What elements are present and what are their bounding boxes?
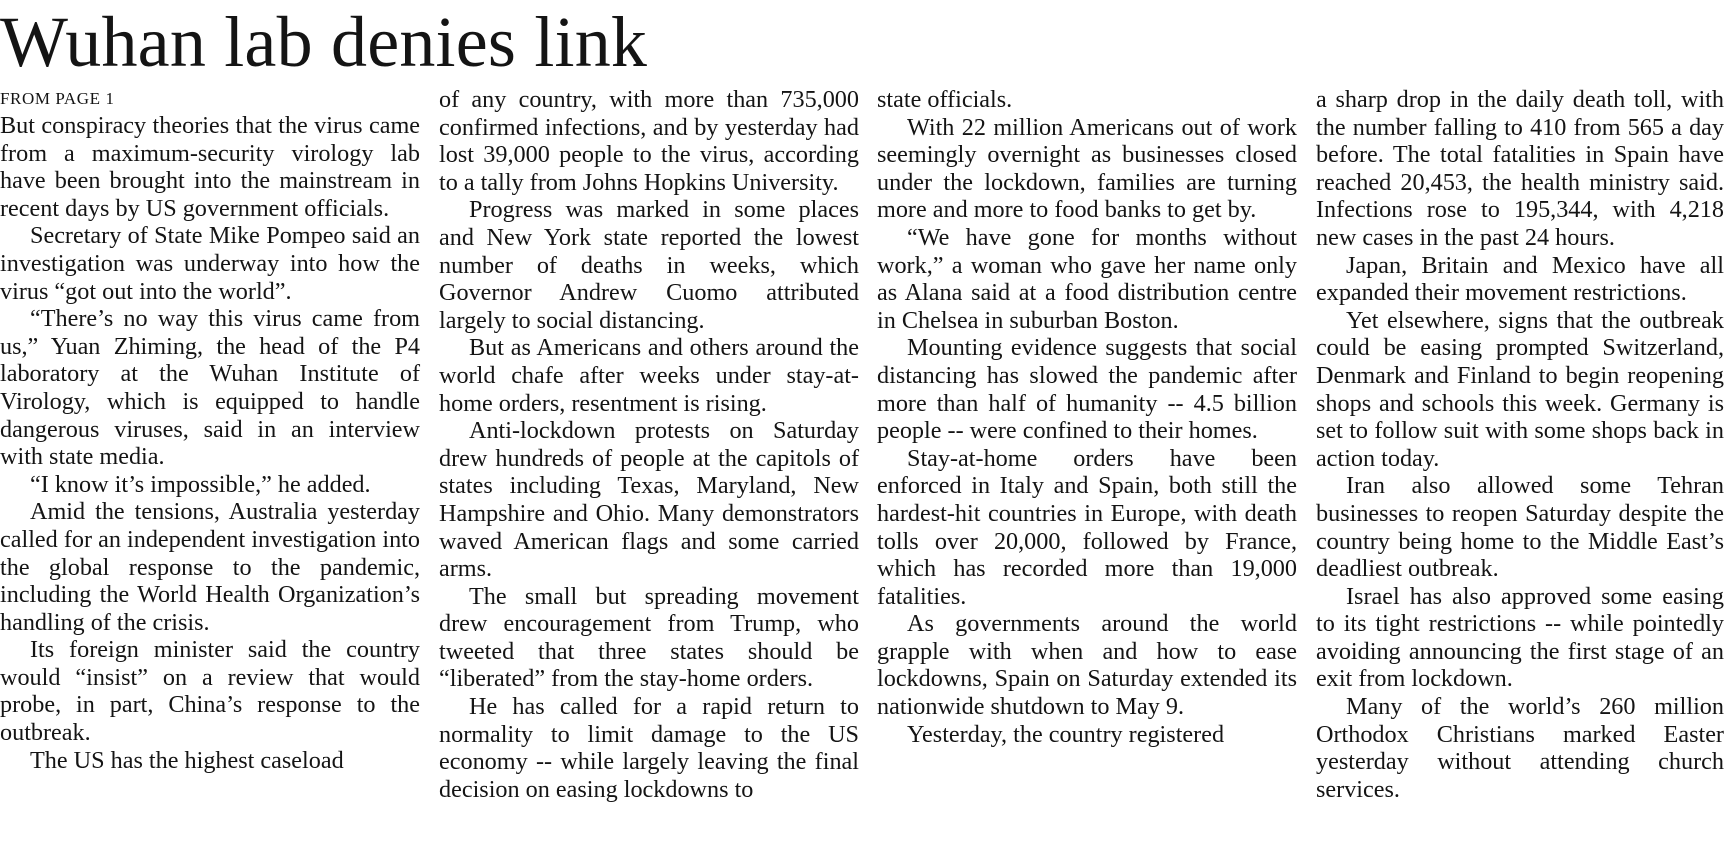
paragraph: He has called for a rapid return to normality to limit damage to the US economy -- while largely leaving the final decision on easing lockdowns to bbox=[439, 693, 859, 803]
paragraph: “I know it’s impossible,” he added. bbox=[30, 470, 371, 498]
paragraph: But as Americans and others around the world chafe after weeks under stay-at-home orders, resentment is rising. bbox=[439, 334, 859, 417]
paragraph: Stay-at-home orders have been enforced in Italy and Spain, both still the hardest-hit countries in Europe, with death tolls over 20,000, followed by France, which has recorded more than 19,000 fatalities. bbox=[877, 444, 1297, 610]
paragraph: But conspiracy theories that the virus came from a maximum-security virology lab have been brought into the mainstream in recent days by US government officials. bbox=[0, 112, 420, 222]
paragraph: Many of the world’s 260 million Orthodox Christians marked Easter yesterday without attending church services. bbox=[1316, 693, 1724, 803]
article-column-3 bbox=[877, 86, 1297, 748]
paragraph: The small but spreading movement drew encouragement from Trump, who tweeted that three states should be “liberated” from the stay-home orders. bbox=[439, 582, 859, 693]
paragraph: Yet elsewhere, signs that the outbreak could be easing prompted Switzerland, Denmark and Finland to begin reopening shops and schools this week. Germany is set to follow suit with some shops back in action today. bbox=[1316, 306, 1724, 472]
paragraph: Yesterday, the country registered bbox=[907, 720, 1225, 748]
paragraph: state officials. bbox=[877, 86, 1013, 113]
paragraph: of any country, with more than 735,000 confirmed infections, and by yesterday had lost 39,000 people to the virus, according to a tally from Johns Hopkins University. bbox=[439, 86, 859, 196]
paragraph: Secretary of State Mike Pompeo said an investigation was underway into how the virus “got out into the world”. bbox=[0, 222, 420, 305]
paragraph: a sharp drop in the daily death toll, with the number falling to 410 from 565 a day before. The total fatalities in Spain have reached 20,453, the health ministry said. Infections rose to 195,344, with 4,218 new cases in the past 24 hours. bbox=[1316, 86, 1724, 251]
headline: Wuhan lab denies link bbox=[0, 2, 648, 82]
paragraph: Iran also allowed some Tehran businesses to reopen Saturday despite the country being home to the Middle East’s deadliest outbreak. bbox=[1316, 472, 1724, 583]
paragraph: As governments around the world grapple with when and how to ease lockdowns, Spain on Saturday extended its nationwide shutdown to May 9. bbox=[877, 610, 1297, 721]
paragraph: “There’s no way this virus came from us,” Yuan Zhiming, the head of the P4 laboratory at the Wuhan Institute of Virology, which is equipped to handle dangerous viruses, said in an interview with state media. bbox=[0, 305, 420, 471]
jump-line: FROM PAGE 1 bbox=[0, 89, 115, 108]
paragraph: Its foreign minister said the country would “insist” on a review that would probe, in part, China’s response to the outbreak. bbox=[0, 636, 420, 747]
paragraph: With 22 million Americans out of work seemingly overnight as businesses closed under the lockdown, families are turning more and more to food banks to get by. bbox=[877, 113, 1297, 224]
paragraph: The US has the highest caseload bbox=[30, 746, 344, 774]
paragraph: Israel has also approved some easing to its tight restrictions -- while pointedly avoiding announcing the first stage of an exit from lockdown. bbox=[1316, 582, 1724, 693]
paragraph: “We have gone for months without work,” a woman who gave her name only as Alana said at a food distribution centre in Chelsea in suburban Boston. bbox=[877, 223, 1297, 334]
paragraph: Amid the tensions, Australia yesterday called for an independent investigation into the global response to the pandemic, including the World Health Organization’s handling of the crisis. bbox=[0, 498, 420, 636]
article-column-4 bbox=[1316, 86, 1724, 803]
paragraph: Anti-lockdown protests on Saturday drew hundreds of people at the capitols of states including Texas, Maryland, New Hampshire and Ohio. Many demonstrators waved American flags and some carried arms. bbox=[439, 417, 859, 583]
article-column-1 bbox=[0, 86, 420, 774]
paragraph: Japan, Britain and Mexico have all expanded their movement restrictions. bbox=[1316, 251, 1724, 307]
paragraph: Mounting evidence suggests that social distancing has slowed the pandemic after more than half of humanity -- 4.5 billion people -- were confined to their homes. bbox=[877, 334, 1297, 445]
paragraph: Progress was marked in some places and New York state reported the lowest number of deaths in weeks, which Governor Andrew Cuomo attributed largely to social distancing. bbox=[439, 196, 859, 334]
article-column-2 bbox=[439, 86, 859, 803]
